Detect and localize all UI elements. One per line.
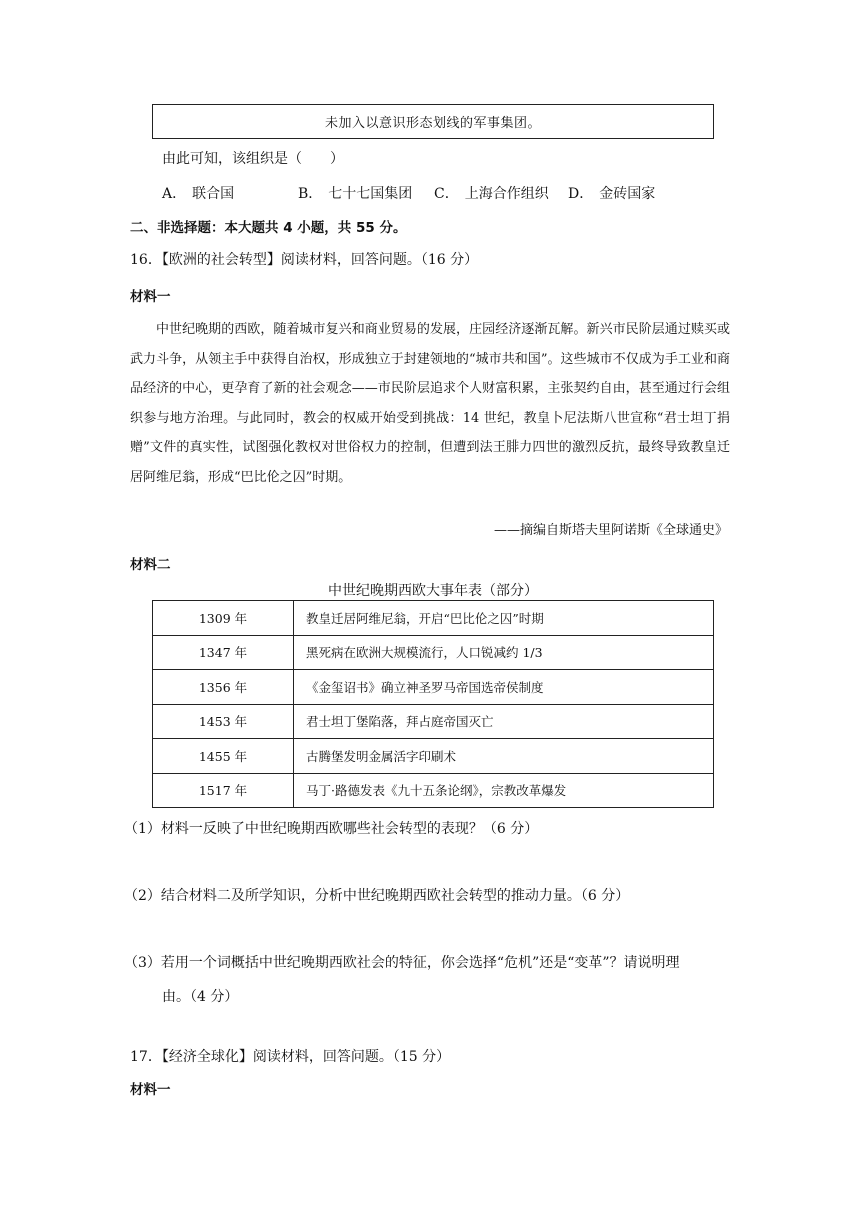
year-cell: 1309 年 [153, 601, 294, 636]
sub-question-3-line2: 由。（4 分） [162, 989, 239, 1005]
table-row [153, 704, 714, 739]
table-row [153, 635, 714, 670]
event-cell: 古腾堡发明金属活字印刷术 [294, 739, 714, 774]
option-a[interactable]: A． 联合国 [162, 186, 235, 202]
event-cell: 马丁·路德发表《九十五条论纲》，宗教改革爆发 [294, 773, 714, 808]
q17-material1-label: 材料一 [130, 1082, 171, 1098]
quote-box-text: 未加入以意识形态划线的军事集团。 [324, 116, 541, 131]
table-row [153, 773, 714, 808]
q16-material2-label: 材料二 [130, 557, 171, 573]
option-d[interactable]: D． 金砖国家 [568, 186, 656, 202]
year-cell: 1517 年 [153, 773, 294, 808]
material1-source: ——摘编自斯塔夫里阿诺斯《全球通史》 [493, 523, 728, 538]
sub-question-2: （2）结合材料二及所学知识，分析中世纪晚期西欧社会转型的推动力量。（6 分） [124, 888, 630, 904]
year-cell: 1347 年 [153, 635, 294, 670]
q15-stem: 由此可知，该组织是（ ） [162, 151, 344, 167]
q16-material1-label: 材料一 [130, 289, 171, 305]
sub-question-3-line1: （3）若用一个词概括中世纪晚期西欧社会的特征，你会选择“危机”还是“变革”？请说明理 [124, 955, 680, 971]
q16-heading: 16．【欧洲的社会转型】阅读材料，回答问题。（16 分） [130, 252, 479, 268]
table-row [153, 601, 714, 636]
event-cell: 黑死病在欧洲大规模流行，人口锐减约 1/3 [294, 635, 714, 670]
material1-paragraph: 中世纪晚期的西欧，随着城市复兴和商业贸易的发展，庄园经济逐渐瓦解。新兴市民阶层通过赎买或武力斗争，从领主手中获得自治权，形成独立于封建领地的“城市共和国”。这些城市不仅成为手工业和商品经济的中心，更孕育了新的社会观念——市民阶层追求个人财富积累，主张契约自由，甚至通过行会组织参与地方治理。与此同时，教会的权威开始受到挑战：14 世纪，教皇卜尼法斯八世宣称“君士坦丁捐赠”文件的真实性，试图强化教权对世俗权力的控制，但遭到法王腓力四世的激烈反抗，最终导致教皇迁居阿维尼翁，形成“巴比伦之囚”时期。 [130, 322, 730, 485]
q17-heading: 17．【经济全球化】阅读材料，回答问题。（15 分） [130, 1049, 451, 1065]
year-cell: 1356 年 [153, 670, 294, 705]
table-row [153, 739, 714, 774]
q16-material1-text [130, 315, 730, 492]
timeline-title: 中世纪晚期西欧大事年表（部分） [328, 583, 538, 599]
timeline-table [152, 600, 714, 808]
q15-options [162, 183, 722, 203]
event-cell: 教皇迁居阿维尼翁，开启“巴比伦之囚”时期 [294, 601, 714, 636]
event-cell: 《金玺诏书》确立神圣罗马帝国选帝侯制度 [294, 670, 714, 705]
quote-box [152, 104, 714, 139]
event-cell: 君士坦丁堡陷落，拜占庭帝国灭亡 [294, 704, 714, 739]
year-cell: 1455 年 [153, 739, 294, 774]
option-c[interactable]: C． 上海合作组织 [434, 186, 549, 202]
sub-question-1: （1）材料一反映了中世纪晚期西欧哪些社会转型的表现？（6 分） [124, 821, 539, 837]
year-cell: 1453 年 [153, 704, 294, 739]
section-heading: 二、非选择题：本大题共 4 小题，共 55 分。 [130, 220, 407, 236]
table-row [153, 670, 714, 705]
option-b[interactable]: B． 七十七国集团 [298, 186, 413, 202]
